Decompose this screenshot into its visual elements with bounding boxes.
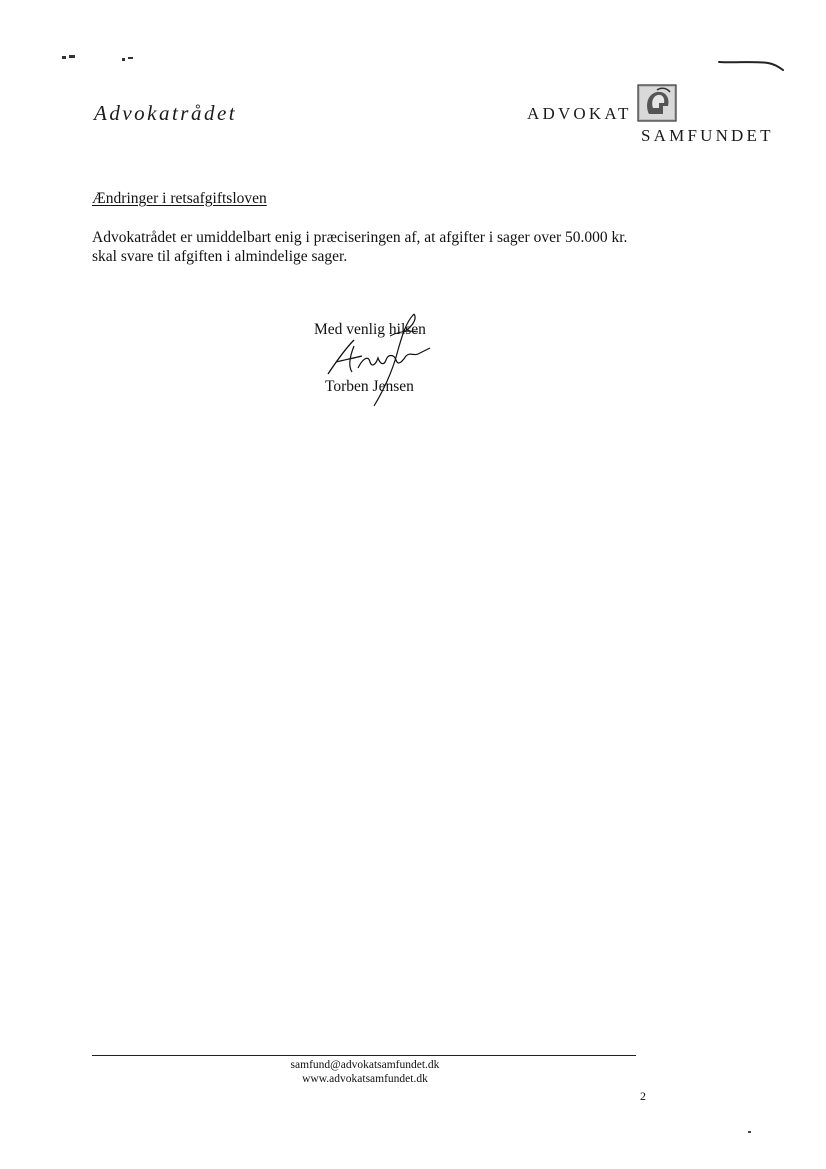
scan-specks [60, 52, 150, 66]
pen-stroke-mark [716, 55, 786, 73]
logo-text-samfundet: SAMFUNDET [641, 126, 774, 145]
letter-subject: Ændringer i retsafgiftsloven [92, 190, 267, 207]
council-name: Advokatrådet [94, 101, 238, 125]
body-line: skal svare til afgiften i almindelige sager. [92, 248, 348, 265]
closing-greeting: Med venlig hilsen [314, 321, 426, 338]
footer-website: www.advokatsamfundet.dk [302, 1073, 428, 1085]
helmet-logo-icon [637, 84, 677, 122]
handwritten-signature [310, 306, 440, 416]
scan-speck [748, 1131, 752, 1134]
logo-text-advokat: ADVOKAT [527, 104, 632, 123]
letter-body [92, 228, 692, 266]
page-number: 2 [640, 1089, 646, 1103]
footer-divider [92, 1055, 636, 1056]
body-line: Advokatrådet er umiddelbart enig i præciseringen af, at afgifter i sager over 50.000 kr. [92, 229, 628, 246]
footer-email: samfund@advokatsamfundet.dk [290, 1059, 440, 1071]
signer-name: Torben Jensen [325, 378, 414, 395]
